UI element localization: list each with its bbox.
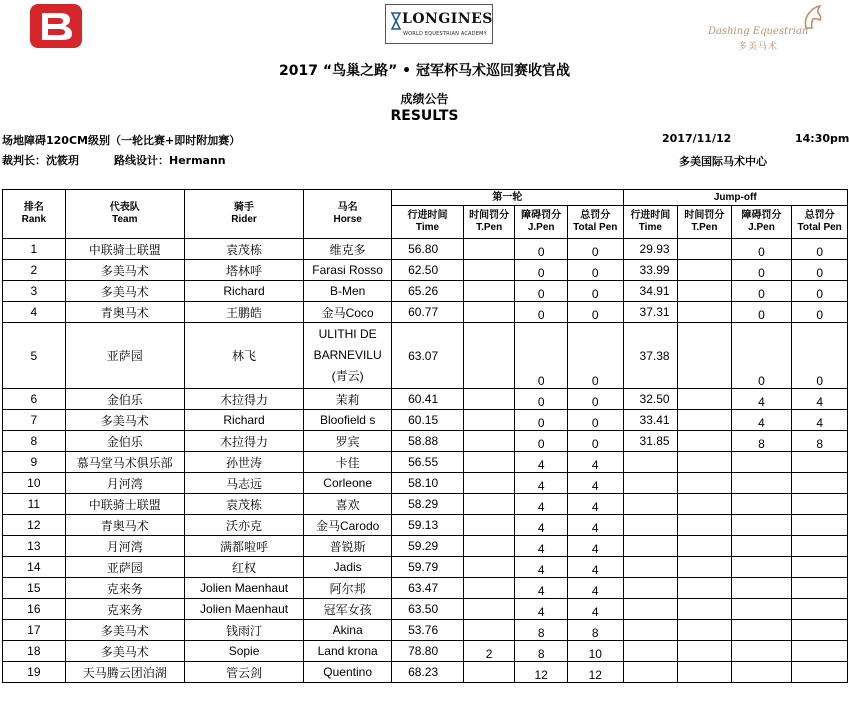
team-cell: 亚萨园 — [65, 557, 184, 578]
r1-total-cell: 4 — [567, 515, 623, 536]
r1-tpen-cell — [463, 389, 515, 410]
r1-total-cell: 4 — [567, 578, 623, 599]
r1-total-cell: 4 — [567, 473, 623, 494]
r1-tpen-cell — [463, 452, 515, 473]
r1-time-cell: 68.23 — [392, 662, 464, 683]
jo-jpen-cell — [731, 641, 792, 662]
r1-total-cell: 10 — [567, 641, 623, 662]
jo-time-cell — [623, 536, 678, 557]
r1-time-cell: 60.15 — [392, 410, 464, 431]
jo-total-cell — [792, 536, 848, 557]
r1-time-cell: 63.07 — [392, 323, 464, 389]
jo-time-cell — [623, 662, 678, 683]
table-row — [3, 260, 848, 281]
r1-tpen-cell — [463, 260, 515, 281]
rank-cell: 10 — [3, 473, 66, 494]
jo-time-cell: 33.99 — [623, 260, 678, 281]
rider-cell: 王鹏皓 — [184, 302, 303, 323]
longines-logo — [385, 4, 493, 44]
rank-cell: 15 — [3, 578, 66, 599]
team-cell: 多美马术 — [65, 641, 184, 662]
horse-header: 马名 Horse — [304, 190, 392, 239]
jo-time-cell — [623, 494, 678, 515]
jo-time-cell — [623, 452, 678, 473]
team-header: 代表队 Team — [65, 190, 184, 239]
jo-total-cell — [792, 494, 848, 515]
rank-cell: 8 — [3, 431, 66, 452]
jo-total-cell — [792, 599, 848, 620]
r1-jpen-cell: 4 — [515, 473, 568, 494]
team-cell: 月河湾 — [65, 536, 184, 557]
longines-brand: LONGINES — [402, 11, 493, 27]
jo-tpen-cell — [678, 641, 732, 662]
rider-cell: 红权 — [184, 557, 303, 578]
horse-cell: 金马Carodo — [304, 515, 392, 536]
jo-time-cell — [623, 515, 678, 536]
horse-cell: Akina — [304, 620, 392, 641]
table-row — [3, 452, 848, 473]
jo-total-cell: 0 — [792, 302, 848, 323]
rank-cell: 4 — [3, 302, 66, 323]
r1-jpen-cell: 4 — [515, 452, 568, 473]
table-row — [3, 557, 848, 578]
table-row — [3, 620, 848, 641]
horse-cell: Land krona — [304, 641, 392, 662]
rank-cell: 16 — [3, 599, 66, 620]
results-label: RESULTS — [390, 108, 459, 124]
jo-time-cell — [623, 473, 678, 494]
rank-cell: 6 — [3, 389, 66, 410]
jo-total-cell — [792, 473, 848, 494]
jo-jpen-cell: 4 — [731, 389, 792, 410]
r1-jpen-header: 障碍罚分 J.Pen — [515, 206, 568, 239]
rank-cell: 19 — [3, 662, 66, 683]
r1-jpen-cell: 0 — [515, 302, 568, 323]
rank-header: 排名 Rank — [3, 190, 66, 239]
table-row — [3, 281, 848, 302]
table-row — [3, 473, 848, 494]
jo-jpen-cell — [731, 473, 792, 494]
r1-tpen-cell — [463, 473, 515, 494]
table-row — [3, 302, 848, 323]
r1-jpen-cell: 4 — [515, 494, 568, 515]
team-cell: 亚萨园 — [65, 323, 184, 389]
horse-cell: 罗宾 — [304, 431, 392, 452]
horse-cell: 卡佳 — [304, 452, 392, 473]
horse-cell: 维克多 — [304, 239, 392, 260]
r1-time-cell: 58.88 — [392, 431, 464, 452]
r1-time-header: 行进时间 Time — [392, 206, 464, 239]
team-cell: 青奥马术 — [65, 302, 184, 323]
r1-time-cell: 58.29 — [392, 494, 464, 515]
table-row — [3, 431, 848, 452]
rank-cell: 9 — [3, 452, 66, 473]
horse-cell: B-Men — [304, 281, 392, 302]
jo-total-cell: 0 — [792, 239, 848, 260]
r1-total-cell: 4 — [567, 536, 623, 557]
jo-time-cell — [623, 578, 678, 599]
jo-total-cell — [792, 578, 848, 599]
jo-tpen-cell — [678, 281, 732, 302]
team-cell: 金伯乐 — [65, 389, 184, 410]
jo-tpen-header: 时间罚分 T.Pen — [678, 206, 732, 239]
jo-jpen-cell: 0 — [731, 302, 792, 323]
r1-jpen-cell: 0 — [515, 281, 568, 302]
r1-total-cell: 0 — [567, 389, 623, 410]
jo-time-cell: 31.85 — [623, 431, 678, 452]
rider-header: 骑手 Rider — [184, 190, 303, 239]
r1-jpen-cell: 8 — [515, 620, 568, 641]
team-cell: 慕马堂马术俱乐部 — [65, 452, 184, 473]
jo-tpen-cell — [678, 620, 732, 641]
rider-cell: Jolien Maenhaut — [184, 599, 303, 620]
table-row — [3, 641, 848, 662]
table-row — [3, 578, 848, 599]
horse-cell: Bloofield s — [304, 410, 392, 431]
table-row — [3, 494, 848, 515]
r1-jpen-cell: 0 — [515, 410, 568, 431]
jo-time-cell — [623, 641, 678, 662]
rider-cell: 孙世涛 — [184, 452, 303, 473]
r1-tpen-cell — [463, 431, 515, 452]
r1-jpen-cell: 4 — [515, 536, 568, 557]
jo-jpen-cell — [731, 536, 792, 557]
team-cell: 青奥马术 — [65, 515, 184, 536]
rider-cell: 木拉得力 — [184, 389, 303, 410]
horse-cell: 冠军女孩 — [304, 599, 392, 620]
r1-tpen-cell — [463, 599, 515, 620]
r1-total-cell: 4 — [567, 452, 623, 473]
jo-jpen-cell — [731, 620, 792, 641]
jo-tpen-cell — [678, 662, 732, 683]
r1-jpen-cell: 0 — [515, 389, 568, 410]
r1-time-cell: 56.55 — [392, 452, 464, 473]
jo-time-cell: 29.93 — [623, 239, 678, 260]
jo-tpen-cell — [678, 323, 732, 389]
team-cell: 多美马术 — [65, 410, 184, 431]
rider-cell: 管云剑 — [184, 662, 303, 683]
jo-tpen-cell — [678, 515, 732, 536]
venue: 多美国际马术中心 — [679, 155, 767, 168]
jo-jpen-header: 障碍罚分 J.Pen — [731, 206, 792, 239]
jo-tpen-cell — [678, 260, 732, 281]
horse-cell: 普锐斯 — [304, 536, 392, 557]
r1-time-cell: 58.10 — [392, 473, 464, 494]
table-row — [3, 515, 848, 536]
jo-total-cell — [792, 557, 848, 578]
results-body — [3, 239, 848, 683]
jo-time-header: 行进时间 Time — [623, 206, 678, 239]
r1-tpen-header: 时间罚分 T.Pen — [463, 206, 515, 239]
rank-cell: 2 — [3, 260, 66, 281]
jo-time-cell — [623, 599, 678, 620]
r1-jpen-cell: 0 — [515, 431, 568, 452]
r1-tpen-cell — [463, 239, 515, 260]
r1-time-cell: 78.80 — [392, 641, 464, 662]
r1-jpen-cell: 8 — [515, 641, 568, 662]
rider-cell: Jolien Maenhaut — [184, 578, 303, 599]
r1-total-cell: 4 — [567, 494, 623, 515]
r1-total-cell: 8 — [567, 620, 623, 641]
r1-tpen-cell — [463, 578, 515, 599]
jo-jpen-cell — [731, 494, 792, 515]
jo-total-cell — [792, 620, 848, 641]
jo-tpen-cell — [678, 557, 732, 578]
event-date: 2017/11/12 — [662, 132, 732, 145]
rider-cell: 林飞 — [184, 323, 303, 389]
r1-jpen-cell: 0 — [515, 323, 568, 389]
team-cell: 金伯乐 — [65, 431, 184, 452]
rank-cell: 13 — [3, 536, 66, 557]
team-cell: 中联骑士联盟 — [65, 494, 184, 515]
r1-time-cell: 56.80 — [392, 239, 464, 260]
r1-time-cell: 59.13 — [392, 515, 464, 536]
jo-jpen-cell: 0 — [731, 260, 792, 281]
team-cell: 多美马术 — [65, 260, 184, 281]
r1-total-cell: 0 — [567, 323, 623, 389]
r1-time-cell: 59.79 — [392, 557, 464, 578]
page-subtitle: 成绩公告 — [400, 92, 449, 106]
jo-jpen-cell: 0 — [731, 281, 792, 302]
r1-time-cell: 60.41 — [392, 389, 464, 410]
jo-tpen-cell — [678, 302, 732, 323]
organizer-logo — [30, 4, 82, 48]
jo-jpen-cell: 0 — [731, 239, 792, 260]
round1-header: 第一轮 — [392, 190, 623, 206]
r1-tpen-cell — [463, 536, 515, 557]
course-designer: 路线设计：Hermann — [114, 154, 226, 167]
table-row — [3, 599, 848, 620]
jo-tpen-cell — [678, 494, 732, 515]
jo-jpen-cell — [731, 599, 792, 620]
jo-tpen-cell — [678, 473, 732, 494]
team-cell: 中联骑士联盟 — [65, 239, 184, 260]
r1-tpen-cell — [463, 557, 515, 578]
class-name: 场地障碍120CM级别（一轮比赛+即时附加赛） — [2, 134, 241, 147]
jo-tpen-cell — [678, 578, 732, 599]
jo-time-cell — [623, 557, 678, 578]
rank-cell: 17 — [3, 620, 66, 641]
rider-cell: 塔林呼 — [184, 260, 303, 281]
rank-cell: 11 — [3, 494, 66, 515]
jo-total-cell — [792, 641, 848, 662]
rider-cell: 马志远 — [184, 473, 303, 494]
jo-total-cell: 4 — [792, 410, 848, 431]
jumpoff-header: Jump-off — [623, 190, 847, 206]
rider-cell: Richard — [184, 410, 303, 431]
r1-time-cell: 62.50 — [392, 260, 464, 281]
r1-total-cell: 0 — [567, 410, 623, 431]
r1-tpen-cell — [463, 323, 515, 389]
jo-total-header: 总罚分 Total Pen — [792, 206, 848, 239]
page-title: 2017 “鸟巢之路” • 冠军杯马术巡回赛收官战 — [279, 63, 570, 79]
r1-total-header: 总罚分 Total Pen — [567, 206, 623, 239]
r1-jpen-cell: 4 — [515, 515, 568, 536]
r1-tpen-cell — [463, 662, 515, 683]
jo-total-cell: 0 — [792, 281, 848, 302]
horse-cell: 茉莉 — [304, 389, 392, 410]
team-cell: 克来务 — [65, 578, 184, 599]
rider-cell: Sopie — [184, 641, 303, 662]
jo-jpen-cell: 4 — [731, 410, 792, 431]
table-row — [3, 389, 848, 410]
jo-time-cell: 32.50 — [623, 389, 678, 410]
horse-cell: Jadis — [304, 557, 392, 578]
horse-name-line: ULITHI DE — [318, 327, 377, 341]
team-cell: 月河湾 — [65, 473, 184, 494]
r1-time-cell: 60.77 — [392, 302, 464, 323]
chief-judge: 裁判长：沈筱玥 — [2, 154, 79, 167]
r1-time-cell: 59.29 — [392, 536, 464, 557]
r1-total-cell: 4 — [567, 599, 623, 620]
rider-cell: 沃亦克 — [184, 515, 303, 536]
table-row — [3, 323, 848, 389]
jo-total-cell: 0 — [792, 260, 848, 281]
winged-hourglass-icon — [390, 11, 402, 31]
rider-cell: 木拉得力 — [184, 431, 303, 452]
r1-tpen-cell — [463, 620, 515, 641]
r1-total-cell: 0 — [567, 260, 623, 281]
table-row — [3, 239, 848, 260]
r1-tpen-cell — [463, 515, 515, 536]
longines-sub: WORLD EQUESTRIAN ACADEMY — [403, 31, 487, 37]
jo-jpen-cell — [731, 662, 792, 683]
dashing-name-cn: 多美马术 — [738, 42, 779, 52]
horse-cell: Farasi Rosso — [304, 260, 392, 281]
rank-cell: 5 — [3, 323, 66, 389]
r1-jpen-cell: 0 — [515, 239, 568, 260]
r1-total-cell: 0 — [567, 281, 623, 302]
r1-jpen-cell: 4 — [515, 599, 568, 620]
jo-time-cell — [623, 620, 678, 641]
table-row — [3, 410, 848, 431]
r1-tpen-cell — [463, 494, 515, 515]
jo-total-cell: 0 — [792, 323, 848, 389]
jo-jpen-cell — [731, 557, 792, 578]
r1-tpen-cell — [463, 302, 515, 323]
jo-time-cell: 37.31 — [623, 302, 678, 323]
jo-total-cell — [792, 662, 848, 683]
horse-cell: Corleone — [304, 473, 392, 494]
jo-jpen-cell — [731, 578, 792, 599]
r1-tpen-cell: 2 — [463, 641, 515, 662]
horse-cell: 喜欢 — [304, 494, 392, 515]
jo-total-cell — [792, 515, 848, 536]
r1-jpen-cell: 4 — [515, 578, 568, 599]
jo-jpen-cell — [731, 452, 792, 473]
jo-time-cell: 33.41 — [623, 410, 678, 431]
r1-total-cell: 0 — [567, 302, 623, 323]
jo-jpen-cell: 8 — [731, 431, 792, 452]
horse-name-line: (青云) — [331, 369, 364, 383]
r1-jpen-cell: 4 — [515, 557, 568, 578]
jo-time-cell: 37.38 — [623, 323, 678, 389]
jo-jpen-cell — [731, 515, 792, 536]
horse-cell: Quentino — [304, 662, 392, 683]
jo-total-cell: 8 — [792, 431, 848, 452]
rank-cell: 1 — [3, 239, 66, 260]
jo-tpen-cell — [678, 239, 732, 260]
team-cell: 多美马术 — [65, 620, 184, 641]
horse-cell: 金马Coco — [304, 302, 392, 323]
rider-cell: 满都啦呼 — [184, 536, 303, 557]
rank-cell: 12 — [3, 515, 66, 536]
team-cell: 克来务 — [65, 599, 184, 620]
r1-total-cell: 12 — [567, 662, 623, 683]
jo-tpen-cell — [678, 599, 732, 620]
jo-tpen-cell — [678, 452, 732, 473]
r1-time-cell: 63.47 — [392, 578, 464, 599]
r1-time-cell: 63.50 — [392, 599, 464, 620]
r1-time-cell: 65.26 — [392, 281, 464, 302]
horse-cell — [304, 323, 392, 389]
r1-jpen-cell: 12 — [515, 662, 568, 683]
event-time: 14:30pm — [795, 132, 849, 145]
r1-total-cell: 4 — [567, 557, 623, 578]
rank-cell: 18 — [3, 641, 66, 662]
table-row — [3, 536, 848, 557]
rider-cell: 钱雨汀 — [184, 620, 303, 641]
rank-cell: 7 — [3, 410, 66, 431]
rider-cell: Richard — [184, 281, 303, 302]
team-cell: 天马腾云团泊湖 — [65, 662, 184, 683]
rank-cell: 3 — [3, 281, 66, 302]
r1-tpen-cell — [463, 410, 515, 431]
r1-total-cell: 0 — [567, 239, 623, 260]
jo-jpen-cell: 0 — [731, 323, 792, 389]
rider-cell: 袁茂栋 — [184, 494, 303, 515]
jo-time-cell: 34.91 — [623, 281, 678, 302]
jo-tpen-cell — [678, 536, 732, 557]
r1-tpen-cell — [463, 281, 515, 302]
table-row — [3, 662, 848, 683]
r1-time-cell: 53.76 — [392, 620, 464, 641]
jo-total-cell: 4 — [792, 389, 848, 410]
dashing-logo — [706, 4, 826, 52]
results-table — [2, 189, 848, 683]
jo-tpen-cell — [678, 431, 732, 452]
r1-total-cell: 0 — [567, 431, 623, 452]
dashing-name-en: Dashing Equestrian — [708, 26, 809, 37]
team-cell: 多美马术 — [65, 281, 184, 302]
rider-cell: 袁茂栋 — [184, 239, 303, 260]
jo-tpen-cell — [678, 410, 732, 431]
jo-total-cell — [792, 452, 848, 473]
r1-jpen-cell: 0 — [515, 260, 568, 281]
horse-name-line: BARNEVILU — [313, 348, 382, 362]
rank-cell: 14 — [3, 557, 66, 578]
b-emblem-icon — [30, 4, 82, 48]
horse-cell: 阿尔邦 — [304, 578, 392, 599]
jo-tpen-cell — [678, 389, 732, 410]
